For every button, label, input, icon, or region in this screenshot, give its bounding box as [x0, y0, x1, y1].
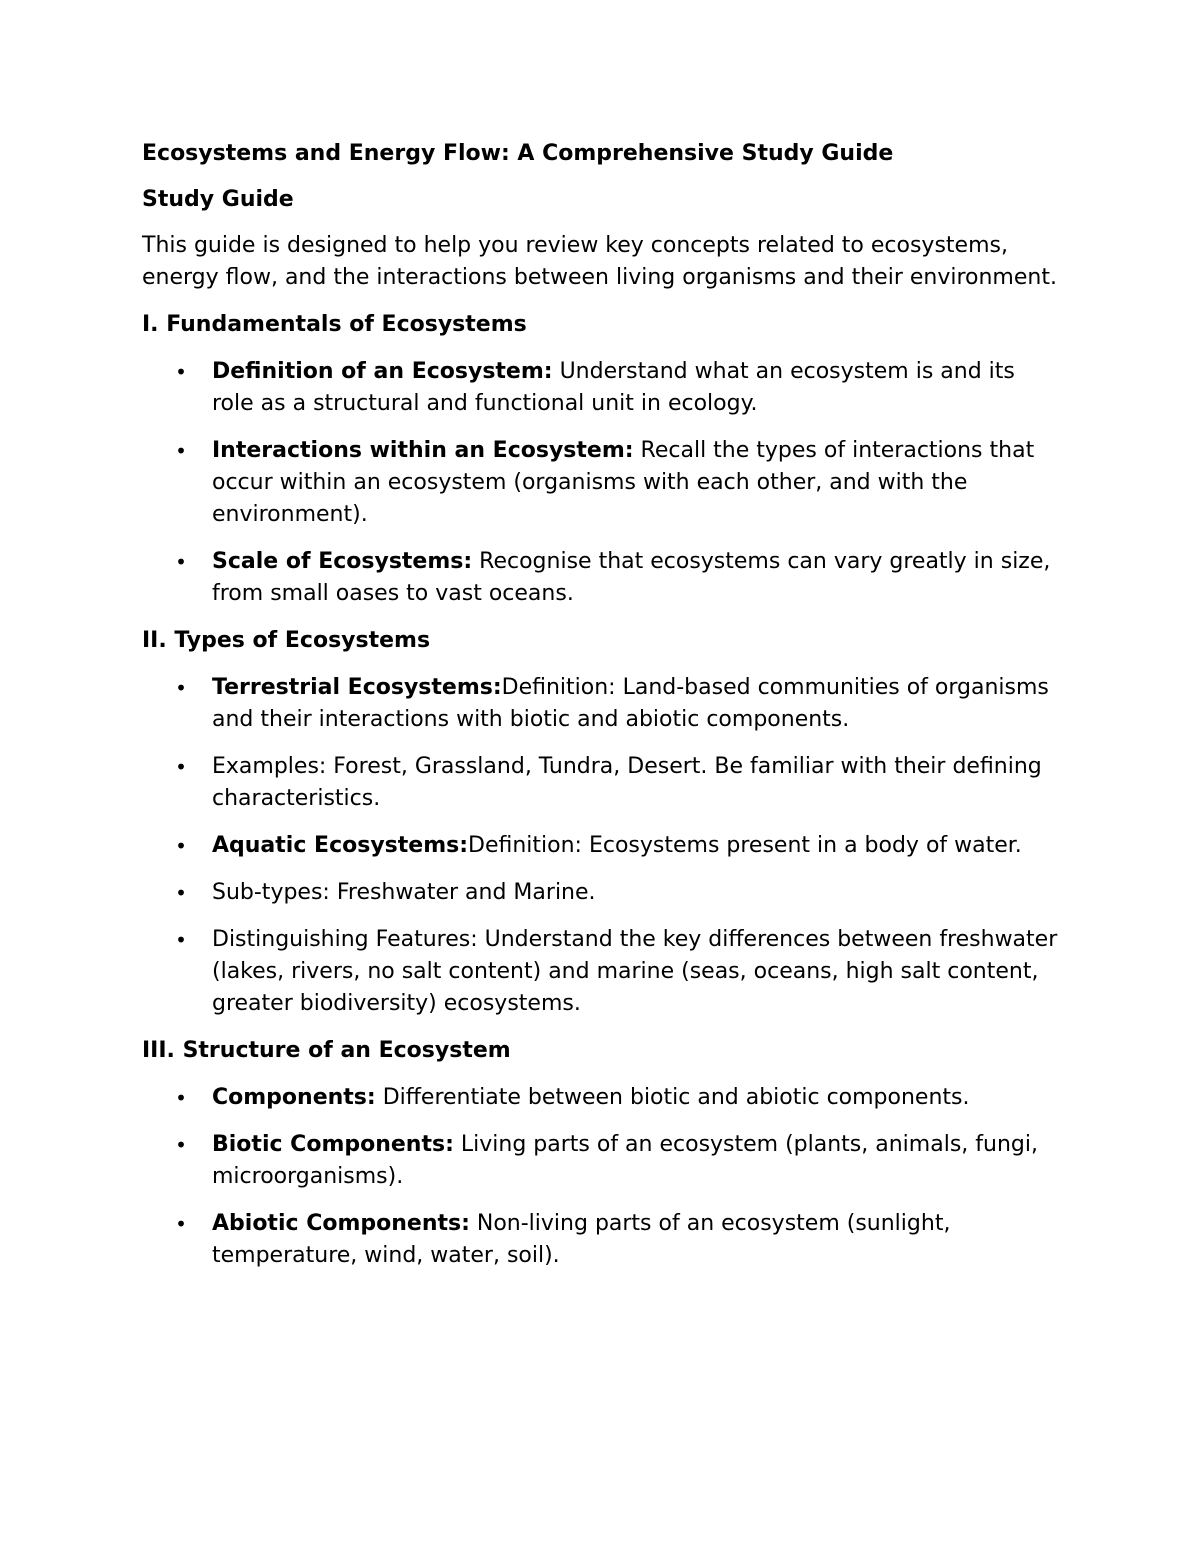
item-term: Scale of Ecosystems:	[212, 549, 473, 574]
bullet-icon: •	[175, 928, 187, 952]
item-term: Definition of an Ecosystem:	[212, 359, 553, 384]
bullet-icon: •	[175, 439, 187, 463]
list-item	[142, 877, 1062, 909]
item-text: Sub-types: Freshwater and Marine.	[212, 880, 596, 905]
bullet-icon: •	[175, 1212, 187, 1236]
item-text: Definition: Land-based communities of organisms and their interactions with biotic and abiotic components.	[212, 675, 1049, 732]
item-text: Differentiate between biotic and abiotic components.	[375, 1085, 970, 1110]
item-term: Aquatic Ecosystems:	[212, 833, 469, 858]
item-text: Definition: Ecosystems present in a body of water.	[468, 833, 1022, 858]
bullet-icon: •	[175, 755, 187, 779]
bullet-icon: •	[175, 881, 187, 905]
bullet-list-fundamentals	[142, 356, 1062, 610]
intro-paragraph: This guide is designed to help you review key concepts related to ecosystems, energy flow, and the interactions between living organisms and their environment.	[142, 233, 1057, 290]
item-text: Distinguishing Features: Understand the key differences between freshwater (lakes, rivers, no salt content) and marine (seas, oceans, high salt content, greater biodiversity) ecosystems.	[212, 927, 1058, 1016]
bullet-icon: •	[175, 360, 187, 384]
bullet-list-types	[142, 672, 1062, 1020]
bullet-list-structure	[142, 1082, 1062, 1272]
list-item	[142, 356, 1062, 420]
item-term: Abiotic Components:	[212, 1211, 470, 1236]
item-text: Recall the types of interactions that occur within an ecosystem (organisms with each other, and with the environment).	[212, 438, 1035, 527]
item-text: Examples: Forest, Grassland, Tundra, Desert. Be familiar with their defining characteristics.	[212, 754, 1042, 811]
list-item	[142, 751, 1062, 815]
list-item	[142, 924, 1062, 1020]
list-item	[142, 672, 1062, 736]
item-text: Non-living parts of an ecosystem (sunlight, temperature, wind, water, soil).	[212, 1211, 951, 1268]
list-item	[142, 1082, 1062, 1114]
bullet-icon: •	[175, 1086, 187, 1110]
list-item	[142, 435, 1062, 531]
section-heading-fundamentals: I. Fundamentals of Ecosystems	[142, 312, 527, 337]
section-heading-types: II. Types of Ecosystems	[142, 628, 431, 653]
document-page	[142, 138, 1062, 1287]
bullet-icon: •	[175, 834, 187, 858]
list-item	[142, 830, 1062, 862]
item-term: Terrestrial Ecosystems:	[212, 675, 502, 700]
item-term: Interactions within an Ecosystem:	[212, 438, 634, 463]
section-heading-structure: III. Structure of an Ecosystem	[142, 1038, 511, 1063]
bullet-icon: •	[175, 676, 187, 700]
item-term: Components:	[212, 1085, 376, 1110]
bullet-icon: •	[175, 550, 187, 574]
item-text: Recognise that ecosystems can vary greatly in size, from small oases to vast oceans.	[212, 549, 1051, 606]
item-text: Living parts of an ecosystem (plants, animals, fungi, microorganisms).	[212, 1132, 1038, 1189]
list-item	[142, 546, 1062, 610]
list-item	[142, 1208, 1062, 1272]
item-term: Biotic Components:	[212, 1132, 454, 1157]
item-text: Understand what an ecosystem is and its role as a structural and functional unit in ecology.	[212, 359, 1015, 416]
bullet-icon: •	[175, 1133, 187, 1157]
list-item	[142, 1129, 1062, 1193]
document-subtitle: Study Guide	[142, 187, 294, 212]
document-title: Ecosystems and Energy Flow: A Comprehensive Study Guide	[142, 141, 894, 166]
